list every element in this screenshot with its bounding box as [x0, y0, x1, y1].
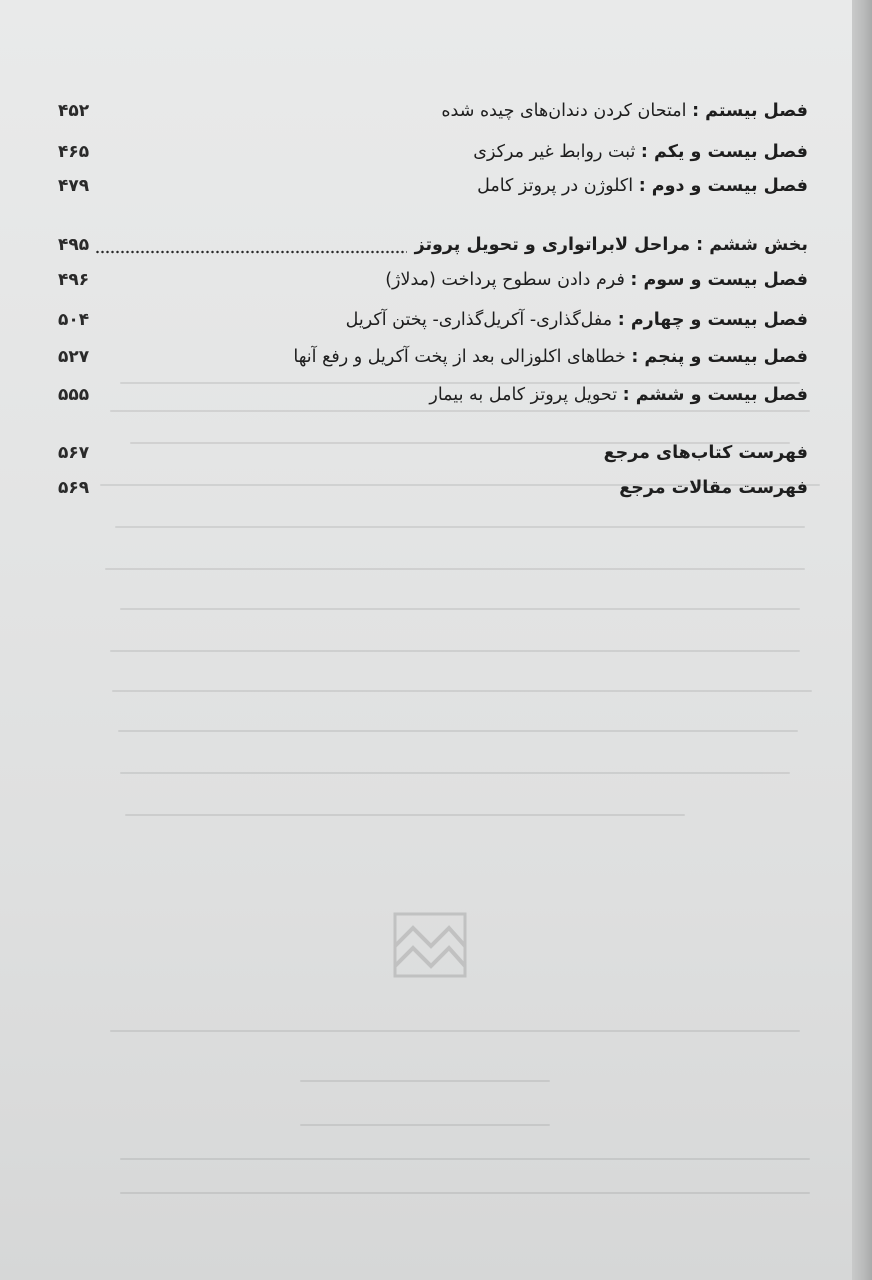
toc-entry	[58, 137, 808, 167]
toc-page-number: ۵۶۷	[58, 443, 90, 463]
toc-entry	[58, 380, 808, 410]
toc-entry	[58, 305, 808, 335]
toc-index-entry	[58, 473, 808, 503]
toc-entry-title: فصل بیست و چهارم : مفل‌گذاری- آکریل‌گذاری- پختن آکریل	[345, 310, 808, 330]
toc-page-number: ۵۲۷	[58, 347, 90, 367]
toc-entry-title: فصل بیست و سوم : فرم دادن سطوح پرداخت (مدلاژ)	[385, 270, 808, 290]
toc-section-title: بخش ششم : مراحل لابراتواری و تحویل پروتز	[414, 235, 808, 255]
toc-entry-title: فصل بیستم : امتحان کردن دندان‌های چیده شده	[441, 101, 808, 121]
toc-page-number: ۵۶۹	[58, 478, 90, 498]
toc-entry	[58, 96, 808, 126]
toc-entry-title: فصل بیست و ششم : تحویل پروتز کامل به بیمار	[429, 385, 808, 405]
toc-index-title: فهرست کتاب‌های مرجع	[603, 443, 808, 463]
toc-entry-title: فصل بیست و یکم : ثبت روابط غیر مرکزی	[473, 142, 808, 162]
toc-page-number: ۴۹۵	[58, 235, 90, 255]
toc-page-number: ۴۵۲	[58, 101, 90, 121]
toc-section-entry	[58, 230, 808, 260]
toc-page-number: ۵۵۵	[58, 385, 90, 405]
toc-entry-title: فصل بیست و پنجم : خطاهای اکلوزالی بعد از پخت آکریل و رفع آنها	[293, 347, 808, 367]
toc-index-entry	[58, 438, 808, 468]
toc-entry	[58, 171, 808, 201]
toc-page-number: ۴۹۶	[58, 270, 90, 290]
dot-leader	[95, 230, 406, 260]
toc-entry	[58, 265, 808, 295]
toc-page-number: ۴۷۹	[58, 176, 90, 196]
toc-entry-title: فصل بیست و دوم : اکلوژن در پروتز کامل	[477, 176, 808, 196]
toc-index-title: فهرست مقالات مرجع	[619, 478, 808, 498]
toc-page-number: ۴۶۵	[58, 142, 90, 162]
toc-entry	[58, 342, 808, 372]
toc-page-number: ۵۰۴	[58, 310, 90, 330]
